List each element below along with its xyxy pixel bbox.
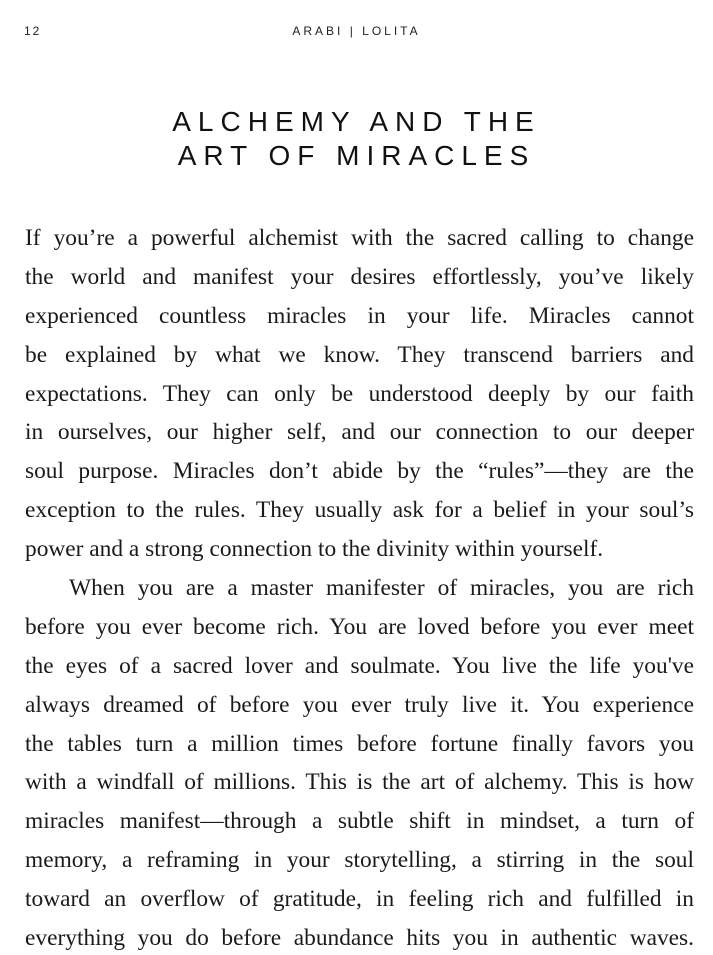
text-line: When you are a master manifester of miracles, you are rich — [69, 575, 694, 602]
text-line: the eyes of a sacred lover and soulmate. You live the life you've — [25, 652, 694, 679]
text-line: memory, a reframing in your storytelling, a stirring in the soul — [25, 847, 694, 874]
text-line: toward an overflow of gratitude, in feeling rich and fulfilled in — [25, 886, 694, 913]
text-line: miracles manifest—through a subtle shift in mindset, a turn of — [25, 808, 694, 835]
text-line: If you’re a powerful alchemist with the sacred calling to change — [25, 225, 694, 251]
text-line: everything you do before abundance hits you in authentic waves. — [25, 925, 694, 952]
body-text — [25, 219, 694, 955]
text-line: in ourselves, our higher self, and our connection to our deeper — [25, 419, 694, 446]
text-line: always dreamed of before you ever truly live it. You experience — [25, 691, 694, 718]
chapter-title-line: ALCHEMY AND THE — [172, 105, 541, 137]
text-line: power and a strong connection to the divinity within yourself. — [25, 536, 604, 563]
text-line: before you ever become rich. You are loved before you ever meet — [25, 613, 694, 640]
paragraph — [25, 219, 694, 569]
text-line: with a windfall of millions. This is the art of alchemy. This is how — [25, 769, 694, 796]
text-line: experienced countless miracles in your life. Miracles cannot — [25, 302, 694, 329]
text-line: be explained by what we know. They transcend barriers and — [25, 341, 694, 368]
chapter-title-line: ART OF MIRACLES — [177, 139, 536, 171]
running-head — [0, 24, 713, 42]
paragraph — [25, 569, 694, 955]
text-line: exception to the rules. They usually ask for a belief in your soul’s — [25, 497, 694, 524]
text-line: the tables turn a million times before fortune finally favors you — [25, 730, 694, 757]
page-number: 12 — [24, 24, 42, 38]
chapter-title — [0, 105, 713, 173]
text-line: soul purpose. Miracles don’t abide by the “rules”—they are the — [25, 458, 694, 485]
book-header: ARABI | LOLITA — [292, 24, 421, 38]
text-line: the world and manifest your desires effortlessly, you’ve likely — [25, 263, 694, 290]
text-line: expectations. They can only be understood deeply by our faith — [25, 380, 694, 407]
